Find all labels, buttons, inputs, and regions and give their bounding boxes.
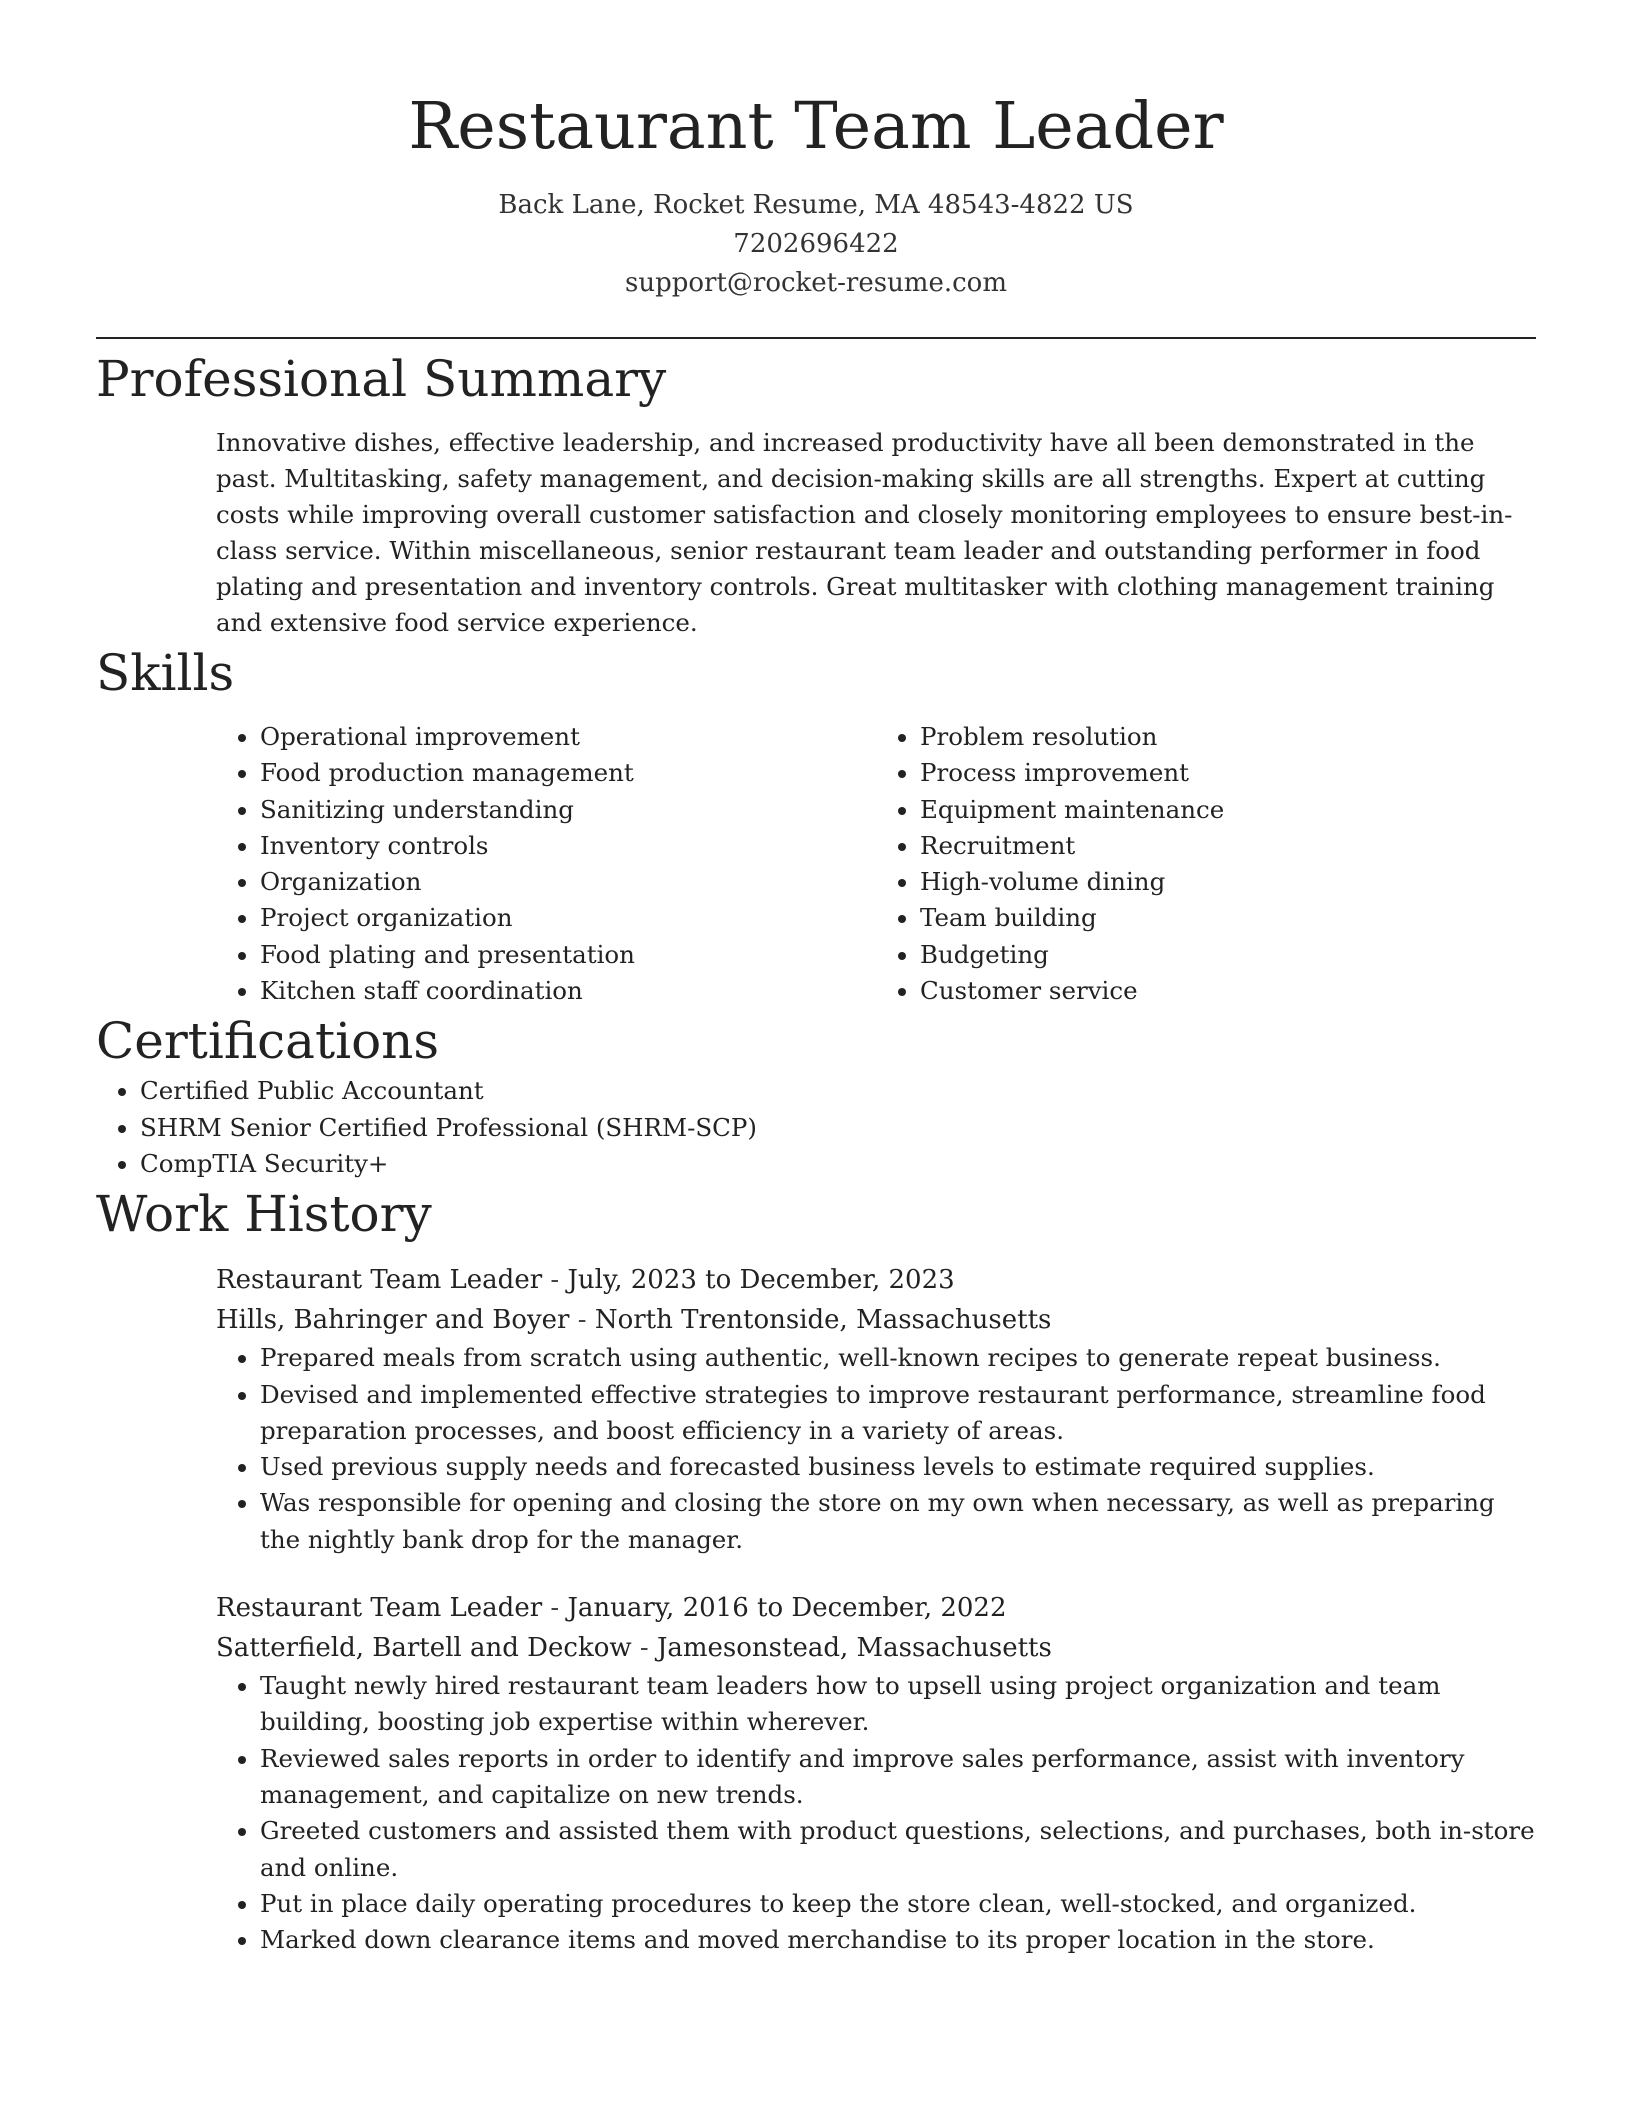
job-bullet: • Was responsible for opening and closing the store on my own when necessary, as well as preparing the nightly bank drop for the manager. bbox=[260, 1485, 1536, 1558]
skill-item: • Process improvement bbox=[920, 755, 1536, 791]
skill-item: • Recruitment bbox=[920, 828, 1536, 864]
header-divider bbox=[96, 337, 1536, 339]
job-separator: - bbox=[542, 1265, 568, 1296]
skills-heading: Skills bbox=[96, 644, 235, 702]
certifications-list bbox=[96, 1073, 1536, 1182]
job-dates: July, 2023 to December, 2023 bbox=[567, 1265, 955, 1296]
job-location: North Trentonside, Massachusetts bbox=[594, 1305, 1052, 1336]
skill-item: • Team building bbox=[920, 900, 1536, 936]
skill-item: • Sanitizing understanding bbox=[260, 792, 876, 828]
job-separator: - bbox=[542, 1593, 568, 1624]
skill-item: • Budgeting bbox=[920, 937, 1536, 973]
resume-name: Restaurant Team Leader bbox=[408, 89, 1224, 164]
skills-list-left bbox=[216, 719, 876, 1009]
contact-info bbox=[96, 186, 1536, 303]
certifications-heading: Certifications bbox=[96, 1012, 440, 1071]
skill-item: • Operational improvement bbox=[260, 719, 876, 755]
job-location: Jamesonstead, Massachusetts bbox=[656, 1633, 1052, 1664]
skill-item: • High-volume dining bbox=[920, 864, 1536, 900]
job-title-line bbox=[216, 1260, 1536, 1300]
contact-phone: 7202696422 bbox=[733, 229, 899, 259]
job-entry bbox=[216, 1588, 1536, 1958]
contact-email: support@rocket-resume.com bbox=[624, 268, 1007, 298]
job-company: Hills, Bahringer and Boyer bbox=[216, 1305, 570, 1336]
job-bullet-list bbox=[216, 1668, 1536, 1958]
job-entry bbox=[216, 1260, 1536, 1558]
job-bullet-list bbox=[216, 1340, 1536, 1558]
skill-item: • Kitchen staff coordination bbox=[260, 973, 876, 1009]
skills-grid bbox=[216, 719, 1536, 1009]
job-bullet: • Prepared meals from scratch using authentic, well-known recipes to generate repeat business. bbox=[260, 1340, 1536, 1376]
job-bullet: • Greeted customers and assisted them with product questions, selections, and purchases, both in-store and online. bbox=[260, 1813, 1536, 1886]
summary-text: Innovative dishes, effective leadership, and increased productivity have all been demonstrated in the past. Multitasking, safety management, and decision-making skills are all strengths. Expert at cutting costs while improving overall customer satisfaction and closely monitoring employees to ensure best-in-class service. Within miscellaneous, senior restaurant team leader and outstanding performer in food plating and presentation and inventory controls. Great multitasker with clothing management training and extensive food service experience. bbox=[216, 428, 1513, 637]
skill-item: • Organization bbox=[260, 864, 876, 900]
skill-item: • Equipment maintenance bbox=[920, 792, 1536, 828]
certification-item: • CompTIA Security+ bbox=[140, 1146, 1536, 1182]
job-bullet: • Taught newly hired restaurant team leaders how to upsell using project organization and team building, boosting job expertise within wherever. bbox=[260, 1668, 1536, 1741]
job-separator: - bbox=[569, 1305, 595, 1336]
job-bullet: • Marked down clearance items and moved merchandise to its proper location in the store. bbox=[260, 1922, 1536, 1958]
job-company: Satterfield, Bartell and Deckow bbox=[216, 1633, 632, 1664]
job-role: Restaurant Team Leader bbox=[216, 1593, 543, 1624]
skill-item: • Customer service bbox=[920, 973, 1536, 1009]
certification-item: • Certified Public Accountant bbox=[140, 1073, 1536, 1109]
skill-item: • Food plating and presentation bbox=[260, 937, 876, 973]
skill-item: • Project organization bbox=[260, 900, 876, 936]
skills-list-right bbox=[876, 719, 1536, 1009]
work-history-list bbox=[96, 1260, 1536, 1958]
job-separator: - bbox=[631, 1633, 657, 1664]
job-company-line bbox=[216, 1628, 1536, 1668]
work-history-heading: Work History bbox=[96, 1185, 432, 1244]
job-role: Restaurant Team Leader bbox=[216, 1265, 543, 1296]
skill-item: • Inventory controls bbox=[260, 828, 876, 864]
certification-item: • SHRM Senior Certified Professional (SHRM-SCP) bbox=[140, 1110, 1536, 1146]
job-company-line bbox=[216, 1300, 1536, 1340]
skill-item: • Food production management bbox=[260, 755, 876, 791]
summary-heading: Professional Summary bbox=[96, 350, 667, 408]
skill-item: • Problem resolution bbox=[920, 719, 1536, 755]
job-dates: January, 2016 to December, 2022 bbox=[567, 1593, 1007, 1624]
job-bullet: • Devised and implemented effective strategies to improve restaurant performance, streamline food preparation processes, and boost efficiency in a variety of areas. bbox=[260, 1377, 1536, 1450]
job-bullet: • Used previous supply needs and forecasted business levels to estimate required supplies. bbox=[260, 1449, 1536, 1485]
resume-header bbox=[96, 0, 1536, 303]
job-bullet: • Put in place daily operating procedures to keep the store clean, well-stocked, and organized. bbox=[260, 1886, 1536, 1922]
job-title-line bbox=[216, 1588, 1536, 1628]
job-bullet: • Reviewed sales reports in order to identify and improve sales performance, assist with inventory management, and capitalize on new trends. bbox=[260, 1741, 1536, 1814]
contact-address: Back Lane, Rocket Resume, MA 48543-4822 US bbox=[498, 190, 1134, 220]
